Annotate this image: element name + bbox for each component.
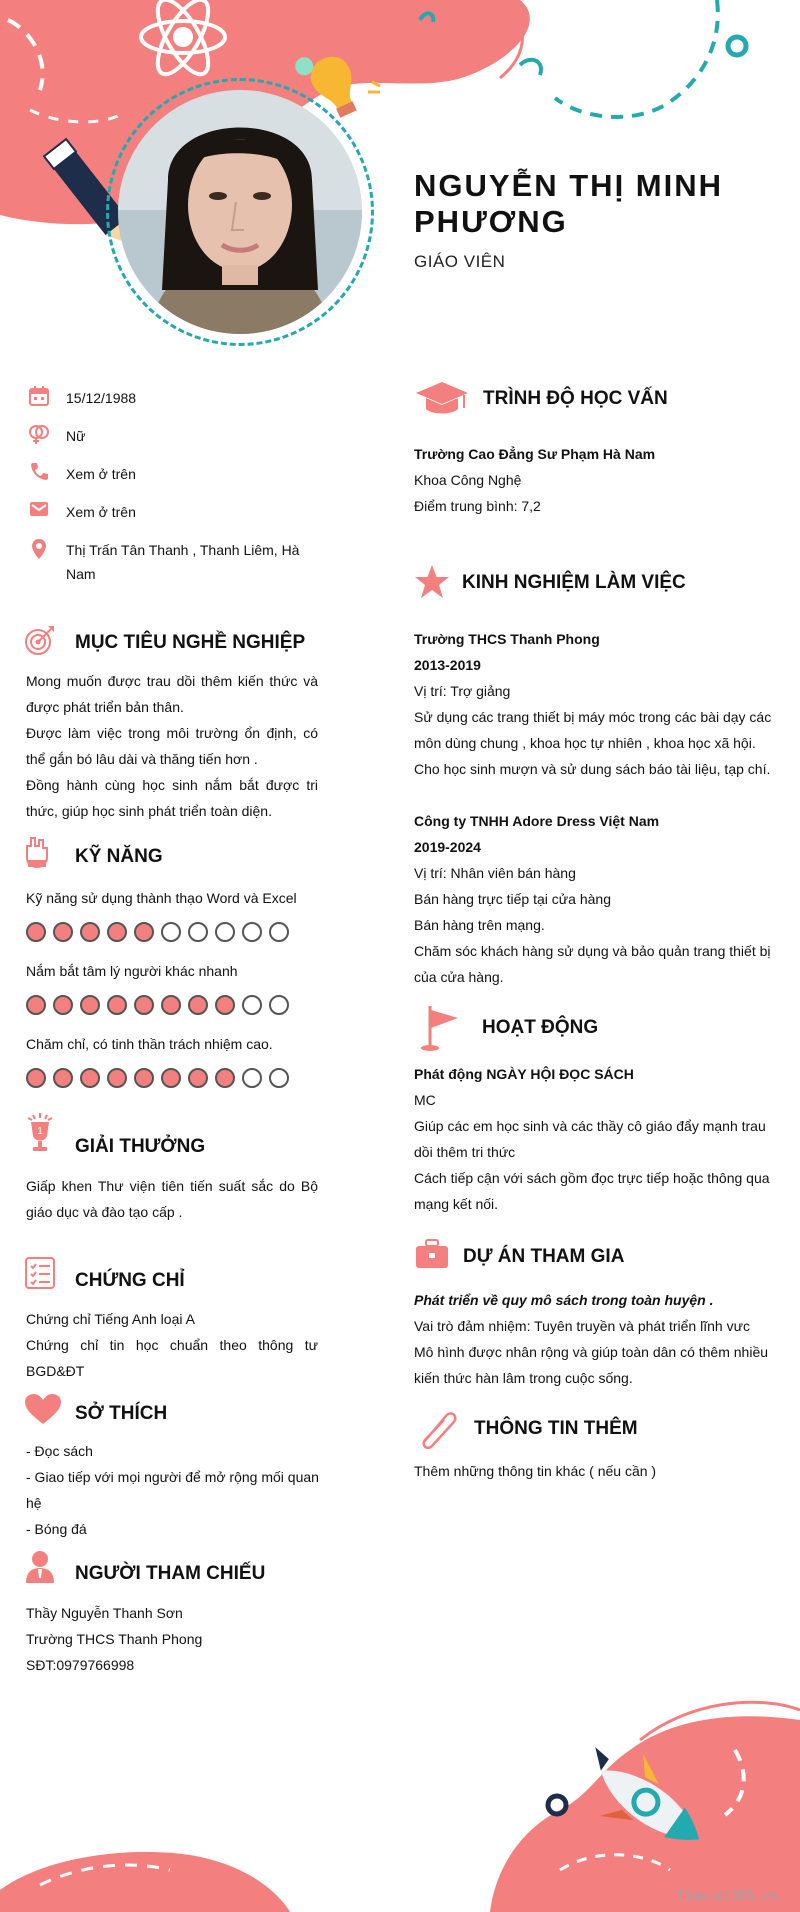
contact-list bbox=[26, 386, 326, 600]
activity-description: Giúp các em học sinh và các thầy cô giáo đẩy mạnh trau dồi thêm tri thức bbox=[414, 1118, 766, 1160]
hobby-item: - Giao tiếp với mọi người để mở rộng mối quan hệ bbox=[26, 1469, 319, 1511]
rating-dot-filled bbox=[53, 995, 73, 1015]
skill-rating bbox=[26, 995, 289, 1015]
rating-dot-empty bbox=[269, 922, 289, 942]
contact-row-birthday bbox=[26, 386, 326, 410]
job-description: Cho học sinh mượn và sử dung sách báo tài liệu, tạp chí. bbox=[414, 761, 771, 777]
activities-title: HOẠT ĐỘNG bbox=[482, 1017, 599, 1038]
job-position: Vị trí: Trợ giảng bbox=[414, 683, 511, 699]
certificate-item: Chứng chỉ Tiếng Anh loại A bbox=[26, 1311, 195, 1327]
contact-row-phone bbox=[26, 462, 326, 486]
skill-rating bbox=[26, 922, 289, 942]
gpa: Điểm trung bình: 7,2 bbox=[414, 498, 541, 514]
contact-row-gender bbox=[26, 424, 326, 448]
graduation-cap-icon bbox=[414, 380, 470, 416]
rating-dot-empty bbox=[242, 1068, 262, 1088]
fist-icon bbox=[24, 836, 50, 868]
references-body bbox=[26, 1600, 326, 1678]
additional-text: Thêm những thông tin khác ( nếu cần ) bbox=[414, 1463, 657, 1479]
briefcase-icon bbox=[414, 1238, 450, 1270]
rating-dot-empty bbox=[215, 922, 235, 942]
rating-dot-filled bbox=[80, 1068, 100, 1088]
school-name: Trường Cao Đẳng Sư Phạm Hà Nam bbox=[414, 446, 656, 462]
star-icon bbox=[414, 564, 450, 600]
paperclip-icon bbox=[416, 1408, 458, 1450]
company-name: Trường THCS Thanh Phong bbox=[414, 631, 600, 647]
avatar bbox=[118, 90, 362, 334]
contact-row-address bbox=[26, 538, 326, 586]
heart-icon bbox=[24, 1393, 62, 1425]
rating-dot-empty bbox=[188, 922, 208, 942]
projects-title: DỰ ÁN THAM GIA bbox=[463, 1246, 625, 1267]
experience-job bbox=[414, 626, 774, 782]
person-icon bbox=[24, 1550, 56, 1584]
activity-description: Cách tiếp cận với sách gồm đọc trực tiếp hoặc thông qua mạng kết nối. bbox=[414, 1170, 770, 1212]
project-role: Vai trò đảm nhiệm: Tuyên truyền và phát triển lĩnh vưc bbox=[414, 1318, 750, 1334]
company-name: Công ty TNHH Adore Dress Việt Nam bbox=[414, 813, 660, 829]
rating-dot-filled bbox=[26, 922, 46, 942]
rating-dot-filled bbox=[26, 995, 46, 1015]
skill-name: Kỹ năng sử dụng thành thạo Word và Excel bbox=[26, 890, 297, 906]
rating-dot-filled bbox=[107, 1068, 127, 1088]
rating-dot-filled bbox=[80, 995, 100, 1015]
rating-dot-filled bbox=[107, 995, 127, 1015]
target-icon bbox=[24, 624, 56, 656]
project-name: Phát triển về quy mô sách trong toàn huyện . bbox=[414, 1292, 714, 1308]
objective-title: MỤC TIÊU NGHỀ NGHIỆP bbox=[75, 632, 306, 653]
rating-dot-filled bbox=[80, 922, 100, 942]
job-period: 2019-2024 bbox=[414, 839, 481, 855]
rating-dot-filled bbox=[53, 1068, 73, 1088]
flag-icon bbox=[418, 1004, 464, 1052]
rating-dot-filled bbox=[134, 1068, 154, 1088]
reference-name: Thầy Nguyễn Thanh Sơn bbox=[26, 1605, 183, 1621]
gender-icon bbox=[26, 424, 52, 446]
awards-text: Giấp khen Thư viện tiên tiến suất sắc do Bộ giáo dục và đào tạo cấp . bbox=[26, 1178, 318, 1220]
rating-dot-filled bbox=[107, 922, 127, 942]
job-title: GIÁO VIÊN bbox=[414, 252, 506, 271]
references-title: NGƯỜI THAM CHIẾU bbox=[75, 1563, 266, 1584]
objective-body bbox=[26, 668, 318, 824]
contact-row-email bbox=[26, 500, 326, 524]
watermark: Timviec365.vn bbox=[676, 1889, 778, 1904]
rating-dot-filled bbox=[134, 922, 154, 942]
skill-name: Chăm chỉ, có tinh thần trách nhiệm cao. bbox=[26, 1036, 273, 1052]
email-icon bbox=[26, 500, 52, 522]
rating-dot-filled bbox=[134, 995, 154, 1015]
job-description: Sử dụng các trang thiết bị máy móc trong các bài dạy các môn dùng chung , khoa học tự nhiên , khoa học xã hội. bbox=[414, 709, 772, 751]
rating-dot-filled bbox=[215, 995, 235, 1015]
hobbies-body bbox=[26, 1438, 326, 1542]
certificates-body bbox=[26, 1306, 318, 1384]
phone-icon bbox=[26, 462, 52, 484]
activities-body bbox=[414, 1061, 774, 1217]
rating-dot-empty bbox=[269, 1068, 289, 1088]
rating-dot-filled bbox=[188, 1068, 208, 1088]
additional-title: THÔNG TIN THÊM bbox=[474, 1418, 638, 1439]
objective-line: Được làm việc trong môi trường ổn định, có thể gắn bó lâu dài và thăng tiến hơn . bbox=[26, 725, 318, 767]
trophy-icon bbox=[24, 1112, 56, 1152]
email-text: Xem ở trên bbox=[66, 504, 136, 520]
projects-body bbox=[414, 1287, 774, 1391]
activity-name: Phát động NGÀY HỘI ĐỌC SÁCH bbox=[414, 1066, 634, 1082]
job-position: Vị trí: Nhân viên bán hàng bbox=[414, 865, 576, 881]
skill-rating bbox=[26, 1068, 289, 1088]
rating-dot-filled bbox=[161, 995, 181, 1015]
faculty: Khoa Công Nghệ bbox=[414, 472, 522, 488]
rating-dot-filled bbox=[188, 995, 208, 1015]
address-text: Thị Trấn Tân Thanh , Thanh Liêm, Hà Nam bbox=[66, 542, 300, 582]
portrait-image bbox=[118, 90, 362, 334]
rating-dot-empty bbox=[161, 922, 181, 942]
location-icon bbox=[26, 538, 52, 560]
hobby-item: - Đọc sách bbox=[26, 1443, 93, 1459]
hobby-item: - Bóng đá bbox=[26, 1521, 87, 1537]
objective-line: Đồng hành cùng học sinh nắm bắt được tri thức, giúp học sinh phát triển toàn diện. bbox=[26, 777, 318, 819]
candidate-name: NGUYỄN THỊ MINH PHƯƠNG bbox=[414, 168, 723, 239]
rating-dot-filled bbox=[215, 1068, 235, 1088]
rating-dot-empty bbox=[242, 995, 262, 1015]
birthday-text: 15/12/1988 bbox=[66, 390, 137, 406]
awards-title: GIẢI THƯỞNG bbox=[75, 1136, 206, 1157]
reference-workplace: Trường THCS Thanh Phong bbox=[26, 1631, 203, 1647]
rating-dot-empty bbox=[242, 922, 262, 942]
project-description: Mô hình được nhân rộng và giúp toàn dân có thêm nhiều kiến thức hàn lâm trong cuộc sống. bbox=[414, 1344, 769, 1386]
checklist-icon bbox=[24, 1256, 56, 1290]
job-period: 2013-2019 bbox=[414, 657, 481, 673]
activity-role: MC bbox=[414, 1092, 436, 1108]
certificates-title: CHỨNG CHỈ bbox=[75, 1270, 185, 1291]
rating-dot-filled bbox=[53, 922, 73, 942]
reference-phone: SĐT:0979766998 bbox=[26, 1657, 135, 1673]
rating-dot-empty bbox=[269, 995, 289, 1015]
calendar-icon bbox=[26, 386, 52, 408]
gender-text: Nữ bbox=[66, 428, 86, 444]
hobbies-title: SỞ THÍCH bbox=[75, 1403, 168, 1424]
objective-line: Mong muốn được trau dồi thêm kiến thức và được phát triển bản thân. bbox=[26, 673, 318, 715]
experience-job bbox=[414, 808, 774, 990]
skill-name: Nắm bắt tâm lý người khác nhanh bbox=[26, 963, 238, 979]
job-description: Bán hàng trực tiếp tại cửa hàng bbox=[414, 891, 611, 907]
education-title: TRÌNH ĐỘ HỌC VẤN bbox=[483, 388, 668, 409]
education-body bbox=[414, 441, 774, 519]
svg-text:1: 1 bbox=[37, 1126, 43, 1137]
experience-title: KINH NGHIỆM LÀM VIỆC bbox=[462, 572, 686, 593]
job-description: Chăm sóc khách hàng sử dụng và bảo quản trang thiết bị của cửa hàng. bbox=[414, 943, 771, 985]
footer-decoration bbox=[0, 1680, 800, 1912]
skills-title: KỸ NĂNG bbox=[75, 846, 163, 867]
rating-dot-filled bbox=[161, 1068, 181, 1088]
certificate-item: Chứng chỉ tin học chuẩn theo thông tư BGD&ĐT bbox=[26, 1337, 318, 1379]
rating-dot-filled bbox=[26, 1068, 46, 1088]
phone-text: Xem ở trên bbox=[66, 466, 136, 482]
job-description: Bán hàng trên mạng. bbox=[414, 917, 545, 933]
